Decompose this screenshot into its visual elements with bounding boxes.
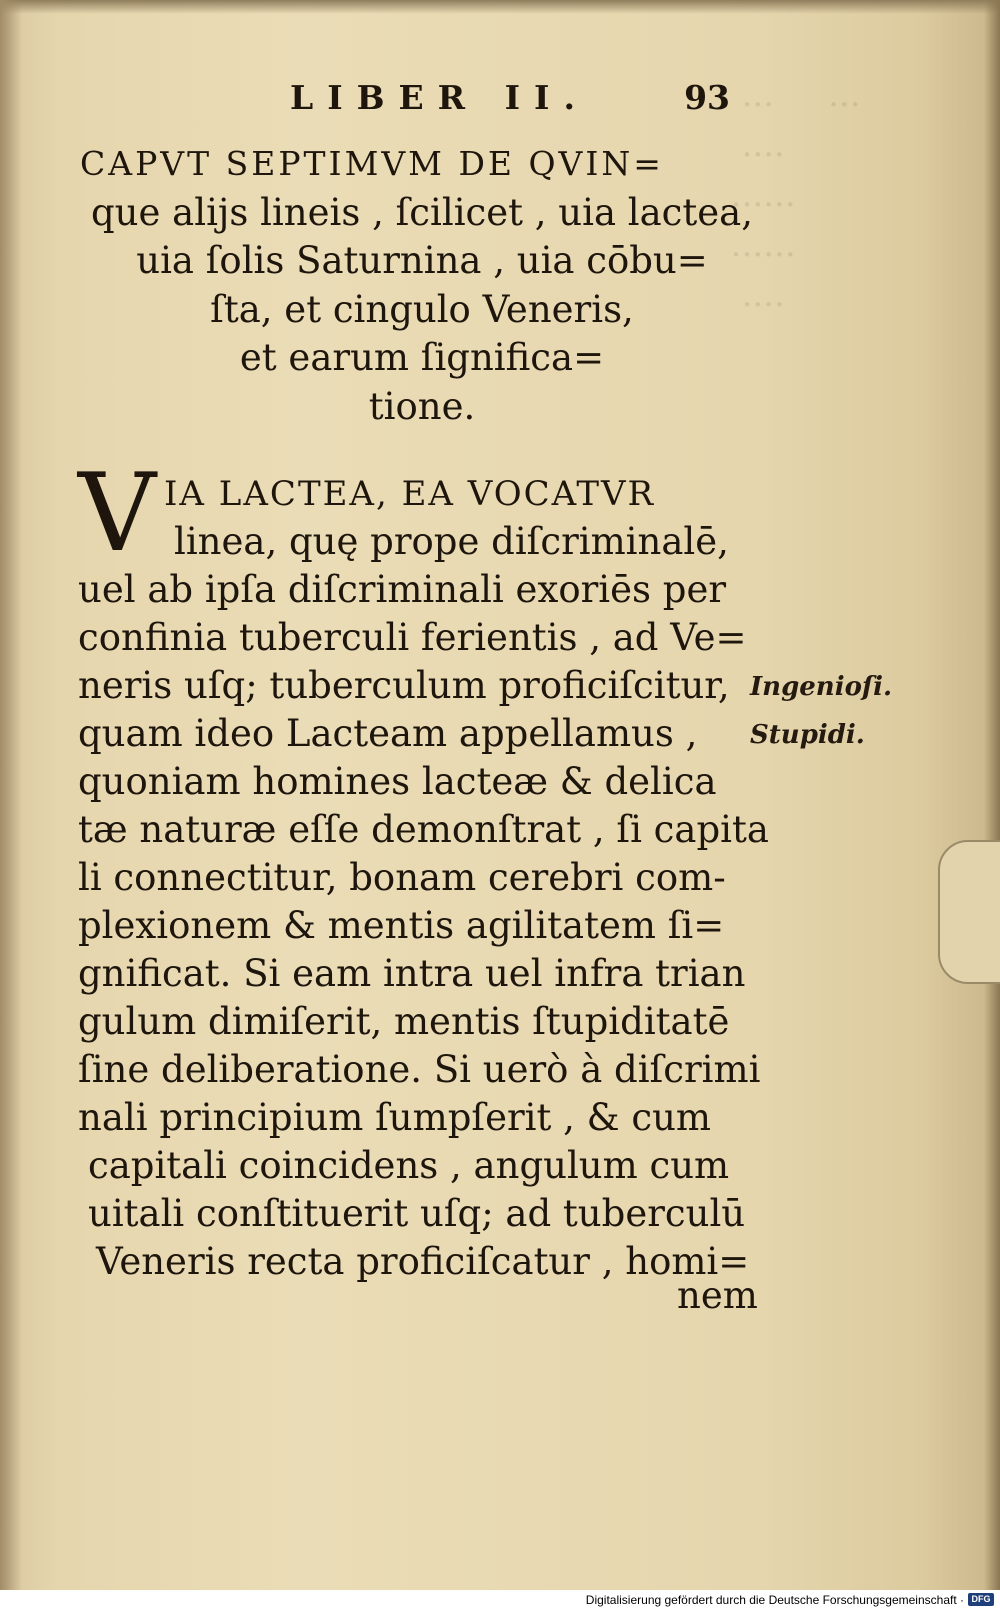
chapter-title-line: CAPVT SEPTIMVM DE QVIN= xyxy=(80,144,664,183)
body-line: plexionem & mentis agilitatem ſi= xyxy=(78,904,725,947)
body-line: neris uſq; tuberculum proficiſcitur, xyxy=(78,664,730,707)
running-head: LIBER II. xyxy=(290,78,589,117)
body-line: capitali coincidens , angulum cum xyxy=(88,1144,730,1187)
thumb-index-tab xyxy=(938,840,1000,984)
bleed-through-text: ... ... .... ...... ...... .... xyxy=(730,75,861,315)
chapter-title-line: que alijs lineis , ſcilicet , uia lactea, xyxy=(91,190,753,234)
page-gutter-shadow xyxy=(0,0,22,1590)
page-number: 93 xyxy=(684,78,730,117)
body-line: gnificat. Si eam intra uel infra trian xyxy=(78,952,746,995)
marginal-note: Ingenioſi. xyxy=(750,672,893,702)
body-line: quam ideo Lacteam appellamus , xyxy=(78,712,698,755)
body-line: ſine deliberatione. Si uerò à diſcrimi xyxy=(78,1048,761,1091)
body-line: li connectitur, bonam cerebri com- xyxy=(78,856,726,899)
chapter-title xyxy=(72,140,772,431)
body-line: nali principium ſumpſerit , & cum xyxy=(78,1096,711,1139)
catchword: nem xyxy=(677,1274,758,1317)
marginal-note: Stupidi. xyxy=(750,720,865,750)
chapter-title-line: uia ſolis Saturnina , uia cōbu= xyxy=(136,239,708,282)
body-line: uitali conſtituerit uſq; ad tuberculū xyxy=(88,1192,746,1235)
chapter-title-line: tione. xyxy=(368,384,476,428)
body-line: uel ab ipſa diſcriminali exoriēs per xyxy=(78,568,727,611)
dfg-logo: DFG xyxy=(968,1593,994,1606)
body-line: linea, quę prope diſcriminalē, xyxy=(174,520,729,563)
body-line: Veneris recta proficiſcatur , homi= xyxy=(96,1240,750,1283)
drop-cap-initial: V xyxy=(78,451,156,576)
page-top-shadow xyxy=(0,0,1000,14)
chapter-title-line: ſta, et cingulo Veneris, xyxy=(210,287,634,331)
page-header xyxy=(290,78,730,118)
body-line: IA LACTEA, EA VOCATVR xyxy=(164,474,656,514)
page-right-edge xyxy=(984,0,1000,1590)
body-line: tæ naturæ eſſe demonſtrat , ſi capita xyxy=(78,808,769,851)
funding-credit: Digitalisierung gefördert durch die Deutsche Forschungsgemeinschaft · xyxy=(585,1593,964,1607)
body-line: quoniam homines lacteæ & delica xyxy=(78,760,717,803)
body-line: gulum dimiſerit, mentis ſtupiditatē xyxy=(78,1000,730,1043)
chapter-title-line: et earum ſignifica= xyxy=(239,336,605,379)
body-line: confinia tuberculi ferientis , ad Ve= xyxy=(78,616,747,659)
